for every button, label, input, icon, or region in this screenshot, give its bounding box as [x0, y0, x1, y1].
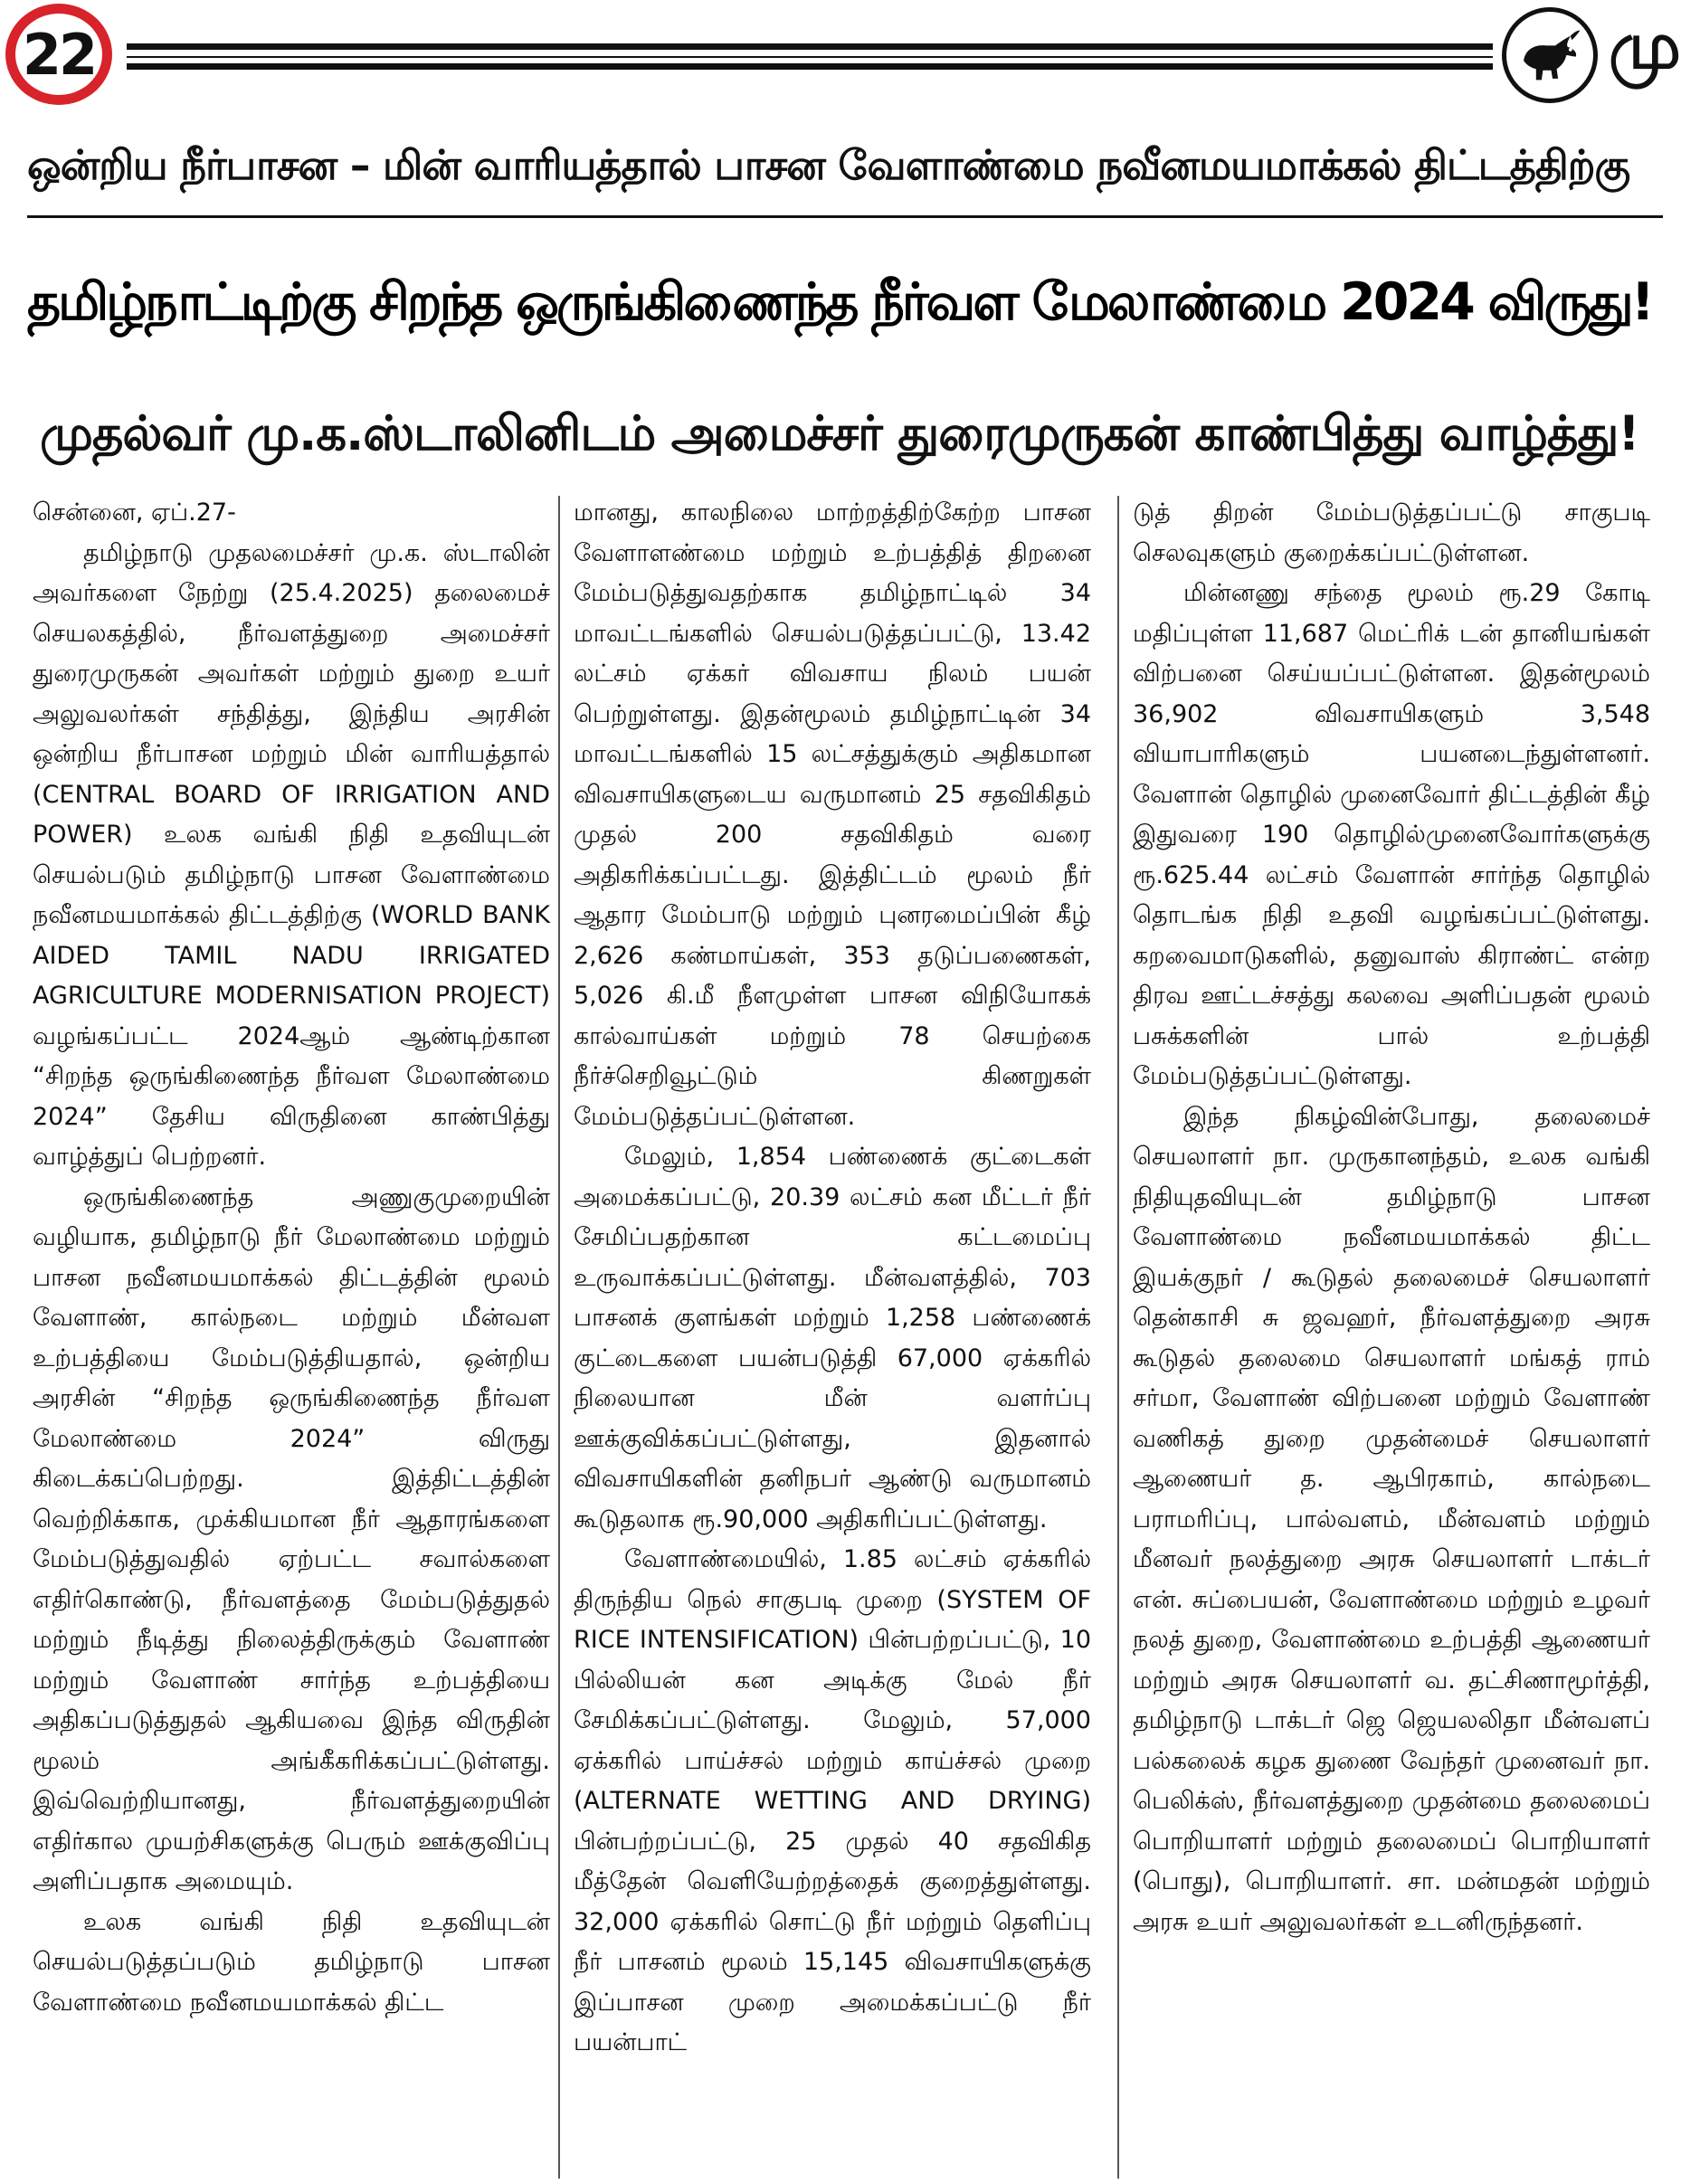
header-rule [127, 56, 1493, 58]
bull-logo-icon [1502, 7, 1598, 103]
header-rule [127, 63, 1493, 70]
masthead-letter: மு [1609, 7, 1681, 83]
paragraph: வேளாண்மையில், 1.85 லட்சம் ஏக்கரில் திருந்திய நெல் சாகுபடி முறை (SYSTEM OF RICE INTENSIFICATION) பின்பற்றப்பட்டு, 10 பில்லியன் கன அடிக்கு மேல் நீர் சேமிக்கப்பட்டுள்ளது. மேலும், 57,000 ஏக்கரில் பாய்ச்சல் மற்றும் காய்ச்சல் முறை (ALTERNATE WETTING AND DRYING) பின்பற்றப்பட்டு, 25 முதல் 40 சதவிகித மீத்தேன் வெளியேற்றத்தைக் குறைத்துள்ளது. 32,000 ஏக்கரில் சொட்டு நீர் மற்றும் தெளிப்பு நீர் பாசனம் மூலம் 15,145 விவசாயிகளுக்கு இப்பாசன முறை அமைக்கப்பட்டு நீர் பயன்பாட் [574, 1545, 1091, 2056]
bull-icon [1515, 21, 1584, 90]
column-divider [558, 496, 560, 2179]
column-divider [1117, 496, 1119, 2179]
page-header [0, 0, 1681, 109]
article-subheadline: முதல்வர் மு.க.ஸ்டாலினிடம் அமைச்சர் துரைமுருகன் காண்பித்து வாழ்த்து! [40, 406, 1639, 461]
article-kicker: ஒன்றிய நீர்பாசன – மின் வாரியத்தால் பாசன வேளாண்மை நவீனமயமாக்கல் திட்டத்திற்கு [27, 141, 1630, 189]
page-number-badge [5, 4, 112, 105]
page-number: 22 [15, 14, 102, 95]
paragraph: இந்த நிகழ்வின்போது, தலைமைச் செயலாளர் நா. முருகானந்தம், உலக வங்கி நிதியுதவியுடன் தமிழ்நாடு பாசன வேளாண்மை நவீனமயமாக்கல் திட்ட இயக்குநர் / கூடுதல் தலைமைச் செயலாளர் தென்காசி சு ஜவஹர், நீர்வளத்துறை அரசு கூடுதல் தலைமை செயலாளர் மங்கத் ராம் சர்மா, வேளாண் விற்பனை மற்றும் வேளாண் வணிகத் துறை முதன்மைச் செயலாளர் ஆணையர் த. ஆபிரகாம், கால்நடை பராமரிப்பு, பால்வளம், மீன்வளம் மற்றும் மீனவர் நலத்துறை அரசு செயலாளர் டாக்டர் என். சுப்பையன், வேளாண்மை மற்றும் உழவர் நலத் துறை, வேளாண்மை உற்பத்தி ஆணையர் மற்றும் அரசு செயலாளர் வ. தட்சிணாமூர்த்தி, தமிழ்நாடு டாக்டர் ஜெ ஜெயலலிதா மீன்வளப் பல்கலைக் கழக துணை வேந்தர் முனைவர் நா. பெலிக்ஸ், நீர்வளத்துறை முதன்மை தலைமைப் பொறியாளர் மற்றும் தலைமைப் பொறியாளர் (பொது), பொறியாளர். சா. மன்மதன் மற்றும் அரசு உயர் அலுவலர்கள் உடனிருந்தனர். [1133, 1102, 1650, 1936]
paragraph: டுத் திறன் மேம்படுத்தப்பட்டு சாகுபடி செலவுகளும் குறைக்கப்பட்டுள்ளன. [1133, 499, 1650, 567]
article-column-3 [1133, 493, 1650, 2178]
paragraph: மானது, காலநிலை மாற்றத்திற்கேற்ற பாசன வேளாளண்மை மற்றும் உற்பத்தித் திறனை மேம்படுத்துவதற்காக தமிழ்நாட்டில் 34 மாவட்டங்களில் செயல்படுத்தப்பட்டு, 13.42 லட்சம் ஏக்கர் விவசாய நிலம் பயன் பெற்றுள்ளது. இதன்மூலம் தமிழ்நாட்டின் 34 மாவட்டங்களில் 15 லட்சத்துக்கும் அதிகமான விவசாயிகளுடைய வருமானம் 25 சதவிகிதம் முதல் 200 சதவிகிதம் வரை அதிகரிக்கப்பட்டது. இத்திட்டம் மூலம் நீர் ஆதார மேம்பாடு மற்றும் புனரமைப்பின் கீழ் 2,626 கண்மாய்கள், 353 தடுப்பணைகள், 5,026 கி.மீ நீளமுள்ள பாசன விநியோகக் கால்வாய்கள் மற்றும் 78 செயற்கை நீர்ச்செறிவூட்டும் கிணறுகள் மேம்படுத்தப்பட்டுள்ளன. [574, 499, 1091, 1131]
article-column-1 [33, 493, 550, 2178]
paragraph: உலக வங்கி நிதி உதவியுடன் செயல்படுத்தப்படும் தமிழ்நாடு பாசன வேளாண்மை நவீனமயமாக்கல் திட்ட [33, 1907, 550, 2017]
header-rule [127, 43, 1493, 50]
article-column-2 [574, 493, 1091, 2178]
dateline: சென்னை, ஏப்.27- [33, 499, 236, 527]
article-headline: தமிழ்நாட்டிற்கு சிறந்த ஒருங்கிணைந்த நீர்வள மேலாண்மை 2024 விருது! [27, 272, 1652, 332]
kicker-divider [27, 215, 1663, 218]
paragraph: தமிழ்நாடு முதலமைச்சர் மு.க. ஸ்டாலின் அவர்களை நேற்று (25.4.2025) தலைமைச் செயலகத்தில், நீர்வளத்துறை அமைச்சர் துரைமுருகன் அவர்கள் மற்றும் துறை உயர் அலுவலர்கள் சந்தித்து, இந்திய அரசின் ஒன்றிய நீர்பாசன மற்றும் மின் வாரியத்தால் (CENTRAL BOARD OF IRRIGATION AND POWER) உலக வங்கி நிதி உதவியுடன் செயல்படும் தமிழ்நாடு பாசன வேளாண்மை நவீனமயமாக்கல் திட்டத்திற்கு (WORLD BANK AIDED TAMIL NADU IRRIGATED AGRICULTURE MODERNISATION PROJECT) வழங்கப்பட்ட 2024ஆம் ஆண்டிற்கான “சிறந்த ஒருங்கிணைந்த நீர்வள மேலாண்மை 2024” தேசிய விருதினை காண்பித்து வாழ்த்துப் பெற்றனர். [33, 538, 550, 1171]
paragraph: மேலும், 1,854 பண்ணைக் குட்டைகள் அமைக்கப்பட்டு, 20.39 லட்சம் கன மீட்டர் நீர் சேமிப்பதற்கான கட்டமைப்பு உருவாக்கப்பட்டுள்ளது. மீன்வளத்தில், 703 பாசனக் குளங்கள் மற்றும் 1,258 பண்ணைக் குட்டைகளை பயன்படுத்தி 67,000 ஏக்கரில் நிலையான மீன் வளர்ப்பு ஊக்குவிக்கப்பட்டுள்ளது, இதனால் விவசாயிகளின் தனிநபர் ஆண்டு வருமானம் கூடுதலாக ரூ.90,000 அதிகரிப்பட்டுள்ளது. [574, 1143, 1091, 1534]
paragraph: மின்னணு சந்தை மூலம் ரூ.29 கோடி மதிப்புள்ள 11,687 மெட்ரிக் டன் தானியங்கள் விற்பனை செய்யப்பட்டுள்ளன. இதன்மூலம் 36,902 விவசாயிகளும் 3,548 வியாபாரிகளும் பயனடைந்துள்ளனர். வேளான் தொழில் முனைவோர் திட்டத்தின் கீழ் இதுவரை 190 தொழில்முனைவோர்களுக்கு ரூ.625.44 லட்சம் வேளான் சார்ந்த தொழில் தொடங்க நிதி உதவி வழங்கப்பட்டுள்ளது. கறவைமாடுகளில், தனுவாஸ் கிராண்ட் என்ற திரவ ஊட்டச்சத்து கலவை அளிப்பதன் மூலம் பசுக்களின் பால் உற்பத்தி மேம்படுத்தப்பட்டுள்ளது. [1133, 579, 1650, 1090]
paragraph: ஒருங்கிணைந்த அணுகுமுறையின் வழியாக, தமிழ்நாடு நீர் மேலாண்மை மற்றும் பாசன நவீனமயமாக்கல் திட்டத்தின் மூலம் வேளாண், கால்நடை மற்றும் மீன்வள உற்பத்தியை மேம்படுத்தியதால், ஒன்றிய அரசின் “சிறந்த ஒருங்கிணைந்த நீர்வள மேலாண்மை 2024” விருது கிடைக்கப்பெற்றது. இத்திட்டத்தின் வெற்றிக்காக, முக்கியமான நீர் ஆதாரங்களை மேம்படுத்துவதில் ஏற்பட்ட சவால்களை எதிர்கொண்டு, நீர்வளத்தை மேம்படுத்துதல் மற்றும் நீடித்து நிலைத்திருக்கும் வேளாண் மற்றும் வேளாண் சார்ந்த உற்பத்தியை அதிகப்படுத்துதல் ஆகியவை இந்த விருதின் மூலம் அங்கீகரிக்கப்பட்டுள்ளது. இவ்வெற்றியானது, நீர்வளத்துறையின் எதிர்கால முயற்சிகளுக்கு பெரும் ஊக்குவிப்பு அளிப்பதாக அமையும். [33, 1182, 550, 1895]
